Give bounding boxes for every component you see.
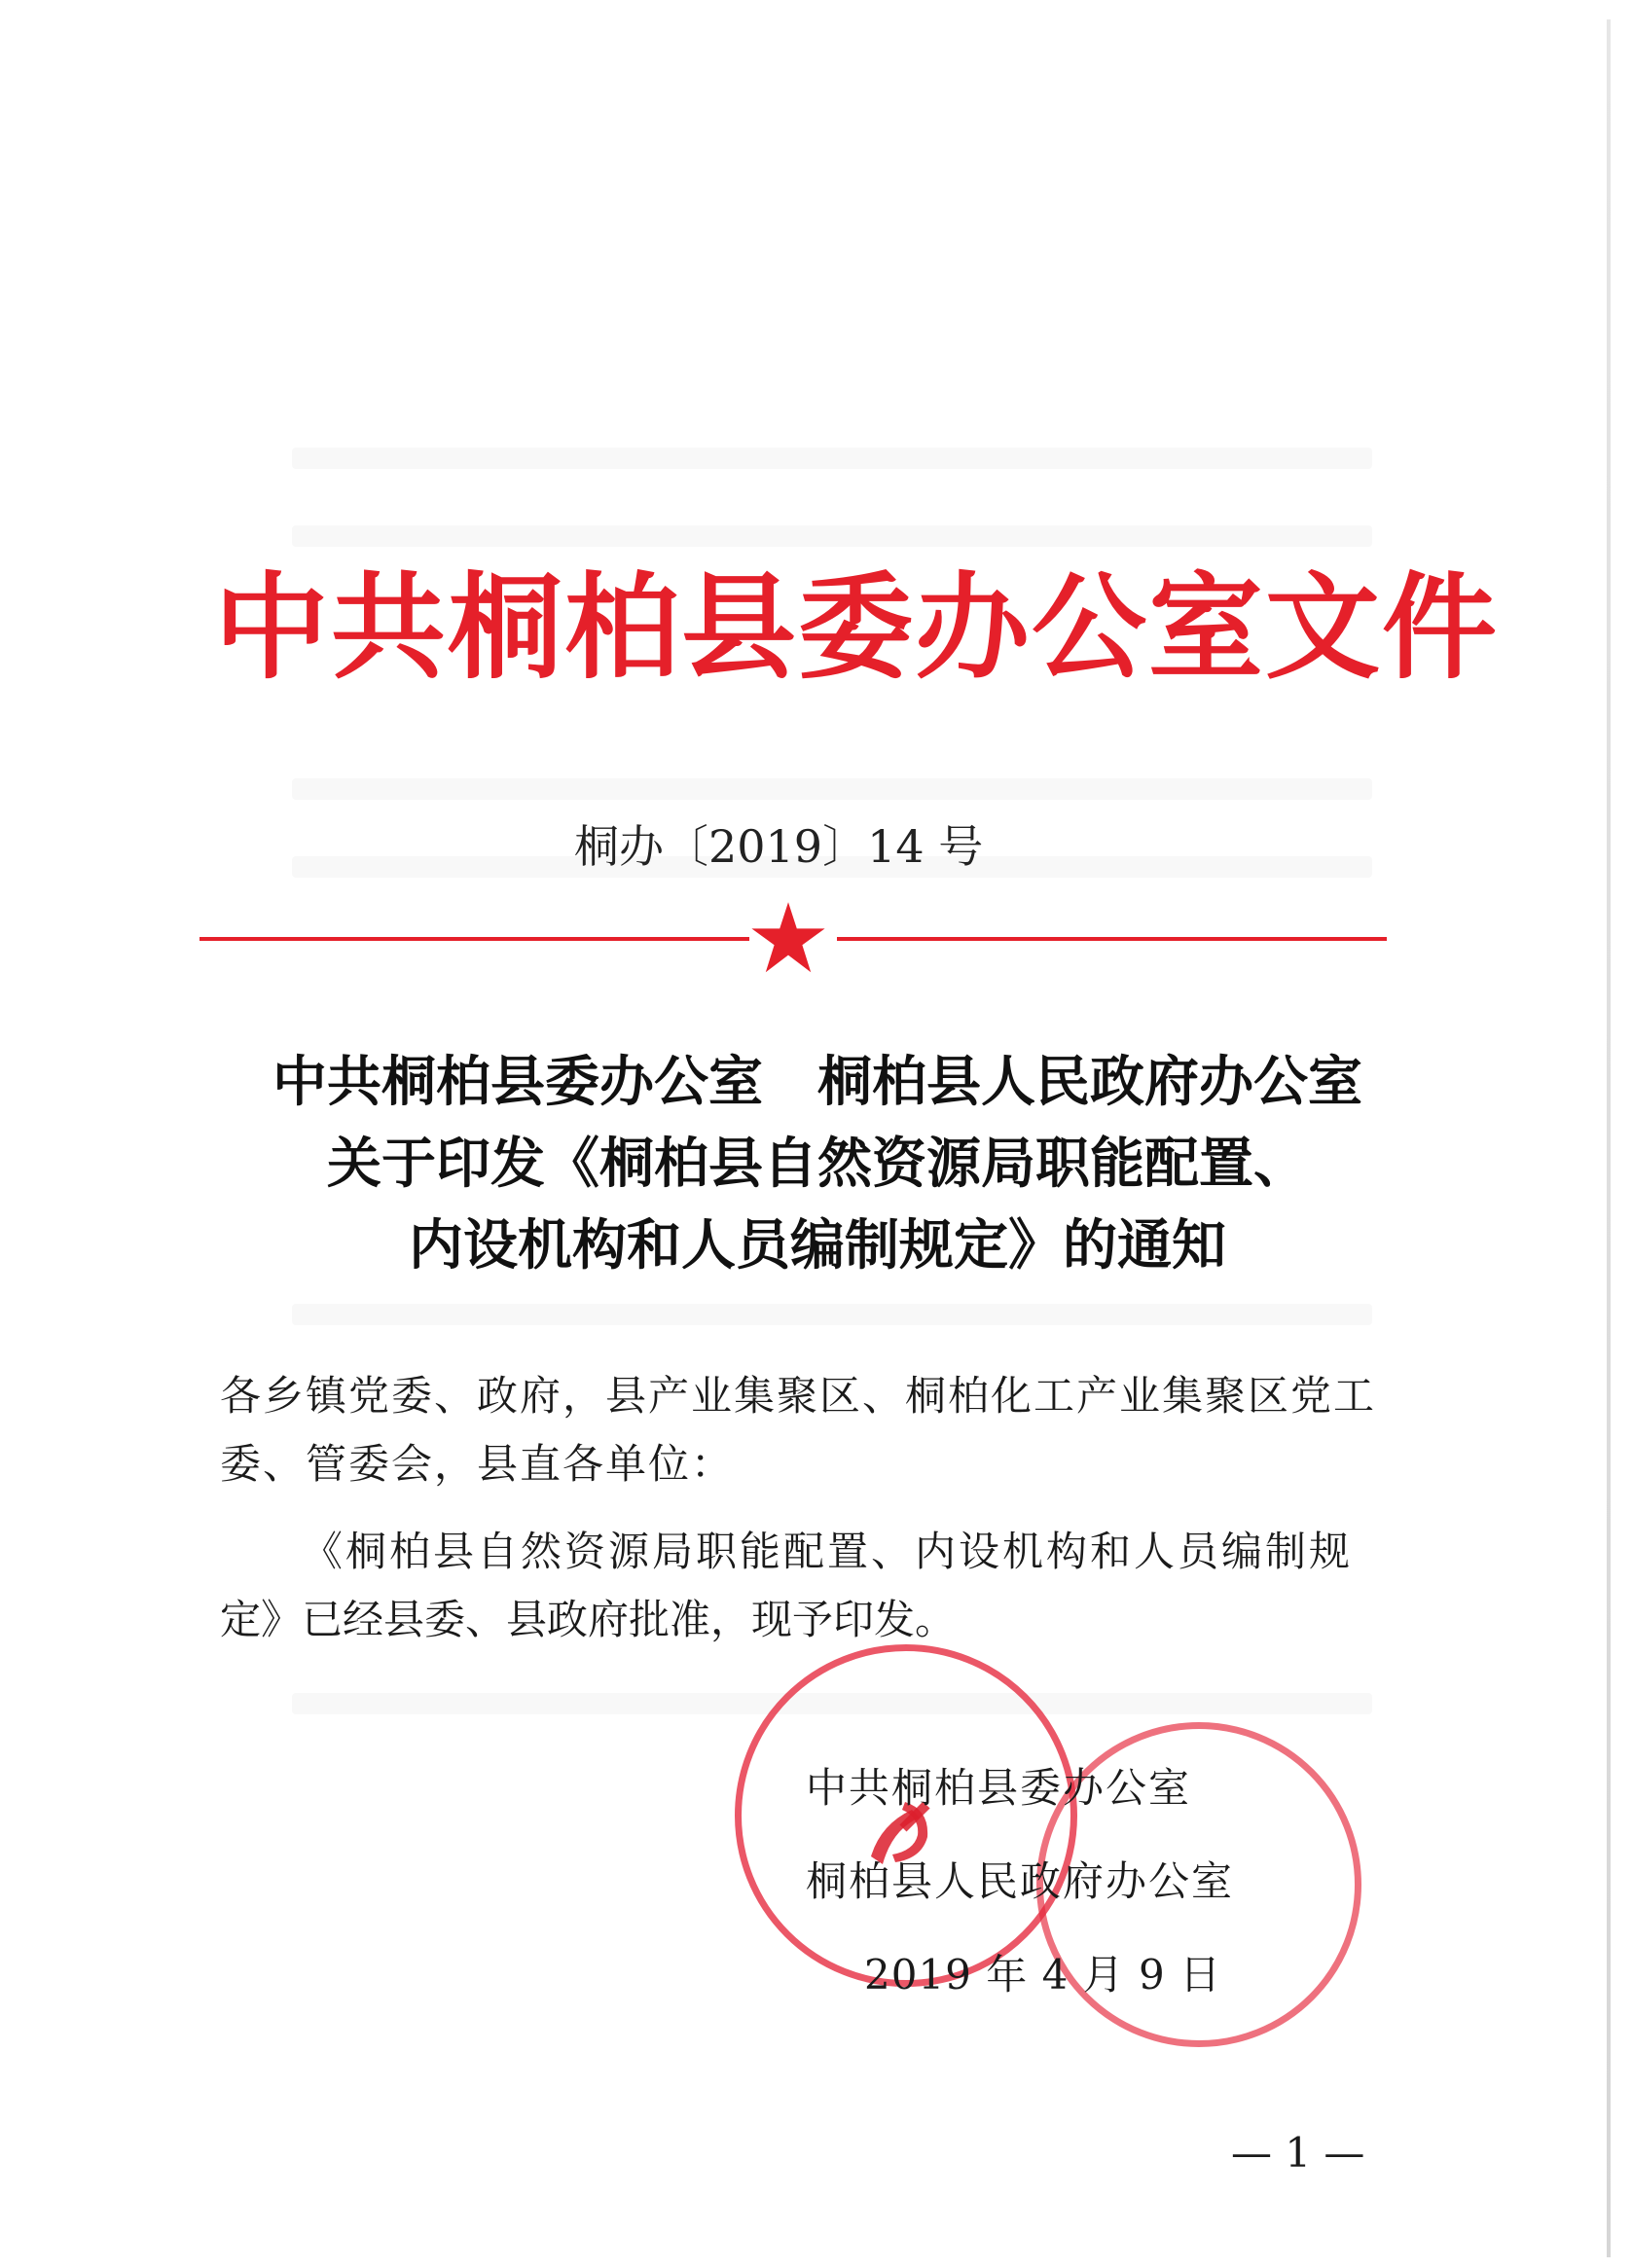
bleed-through [292, 448, 1372, 469]
bleed-through [292, 525, 1372, 547]
body-line: 《桐柏县自然资源局职能配置、内设机构和人员编制规 [302, 1528, 1354, 1575]
bleed-through [292, 778, 1372, 800]
signing-date: 2019 年 4 月 9 日 [864, 1951, 1222, 1998]
scan-edge [1607, 19, 1611, 2257]
red-rule-left [199, 937, 749, 941]
recipients [220, 1362, 1388, 1498]
body-line: 定》已经县委、县政府批准，现予印发。 [220, 1596, 957, 1643]
document-number: 桐办〔2019〕14 号 [574, 820, 984, 873]
page-number: — 1 — [1231, 2129, 1365, 2177]
signing-org: 中共桐柏县委办公室 [806, 1764, 1192, 1812]
red-star-icon [749, 899, 827, 977]
notice-title-line: 关于印发《桐柏县自然资源局职能配置、 [327, 1132, 1308, 1196]
recipients-line: 委、管委会，县直各单位： [220, 1440, 735, 1488]
notice-title-line: 内设机构和人员编制规定》的通知 [409, 1213, 1226, 1278]
red-header-title: 中共桐柏县委办公室文件 [214, 559, 1500, 695]
signature-block [759, 1742, 1343, 2022]
body-paragraph [220, 1518, 1388, 1654]
notice-title-line: 中共桐柏县委办公室 桐柏县人民政府办公室 [272, 1050, 1362, 1114]
signing-org: 桐柏县人民政府办公室 [806, 1857, 1235, 1905]
red-rule-right [837, 937, 1387, 941]
bleed-through [292, 1304, 1372, 1325]
recipients-line: 各乡镇党委、政府，县产业集聚区、桐柏化工产业集聚区党工 [220, 1372, 1377, 1420]
notice-title [195, 1041, 1440, 1286]
